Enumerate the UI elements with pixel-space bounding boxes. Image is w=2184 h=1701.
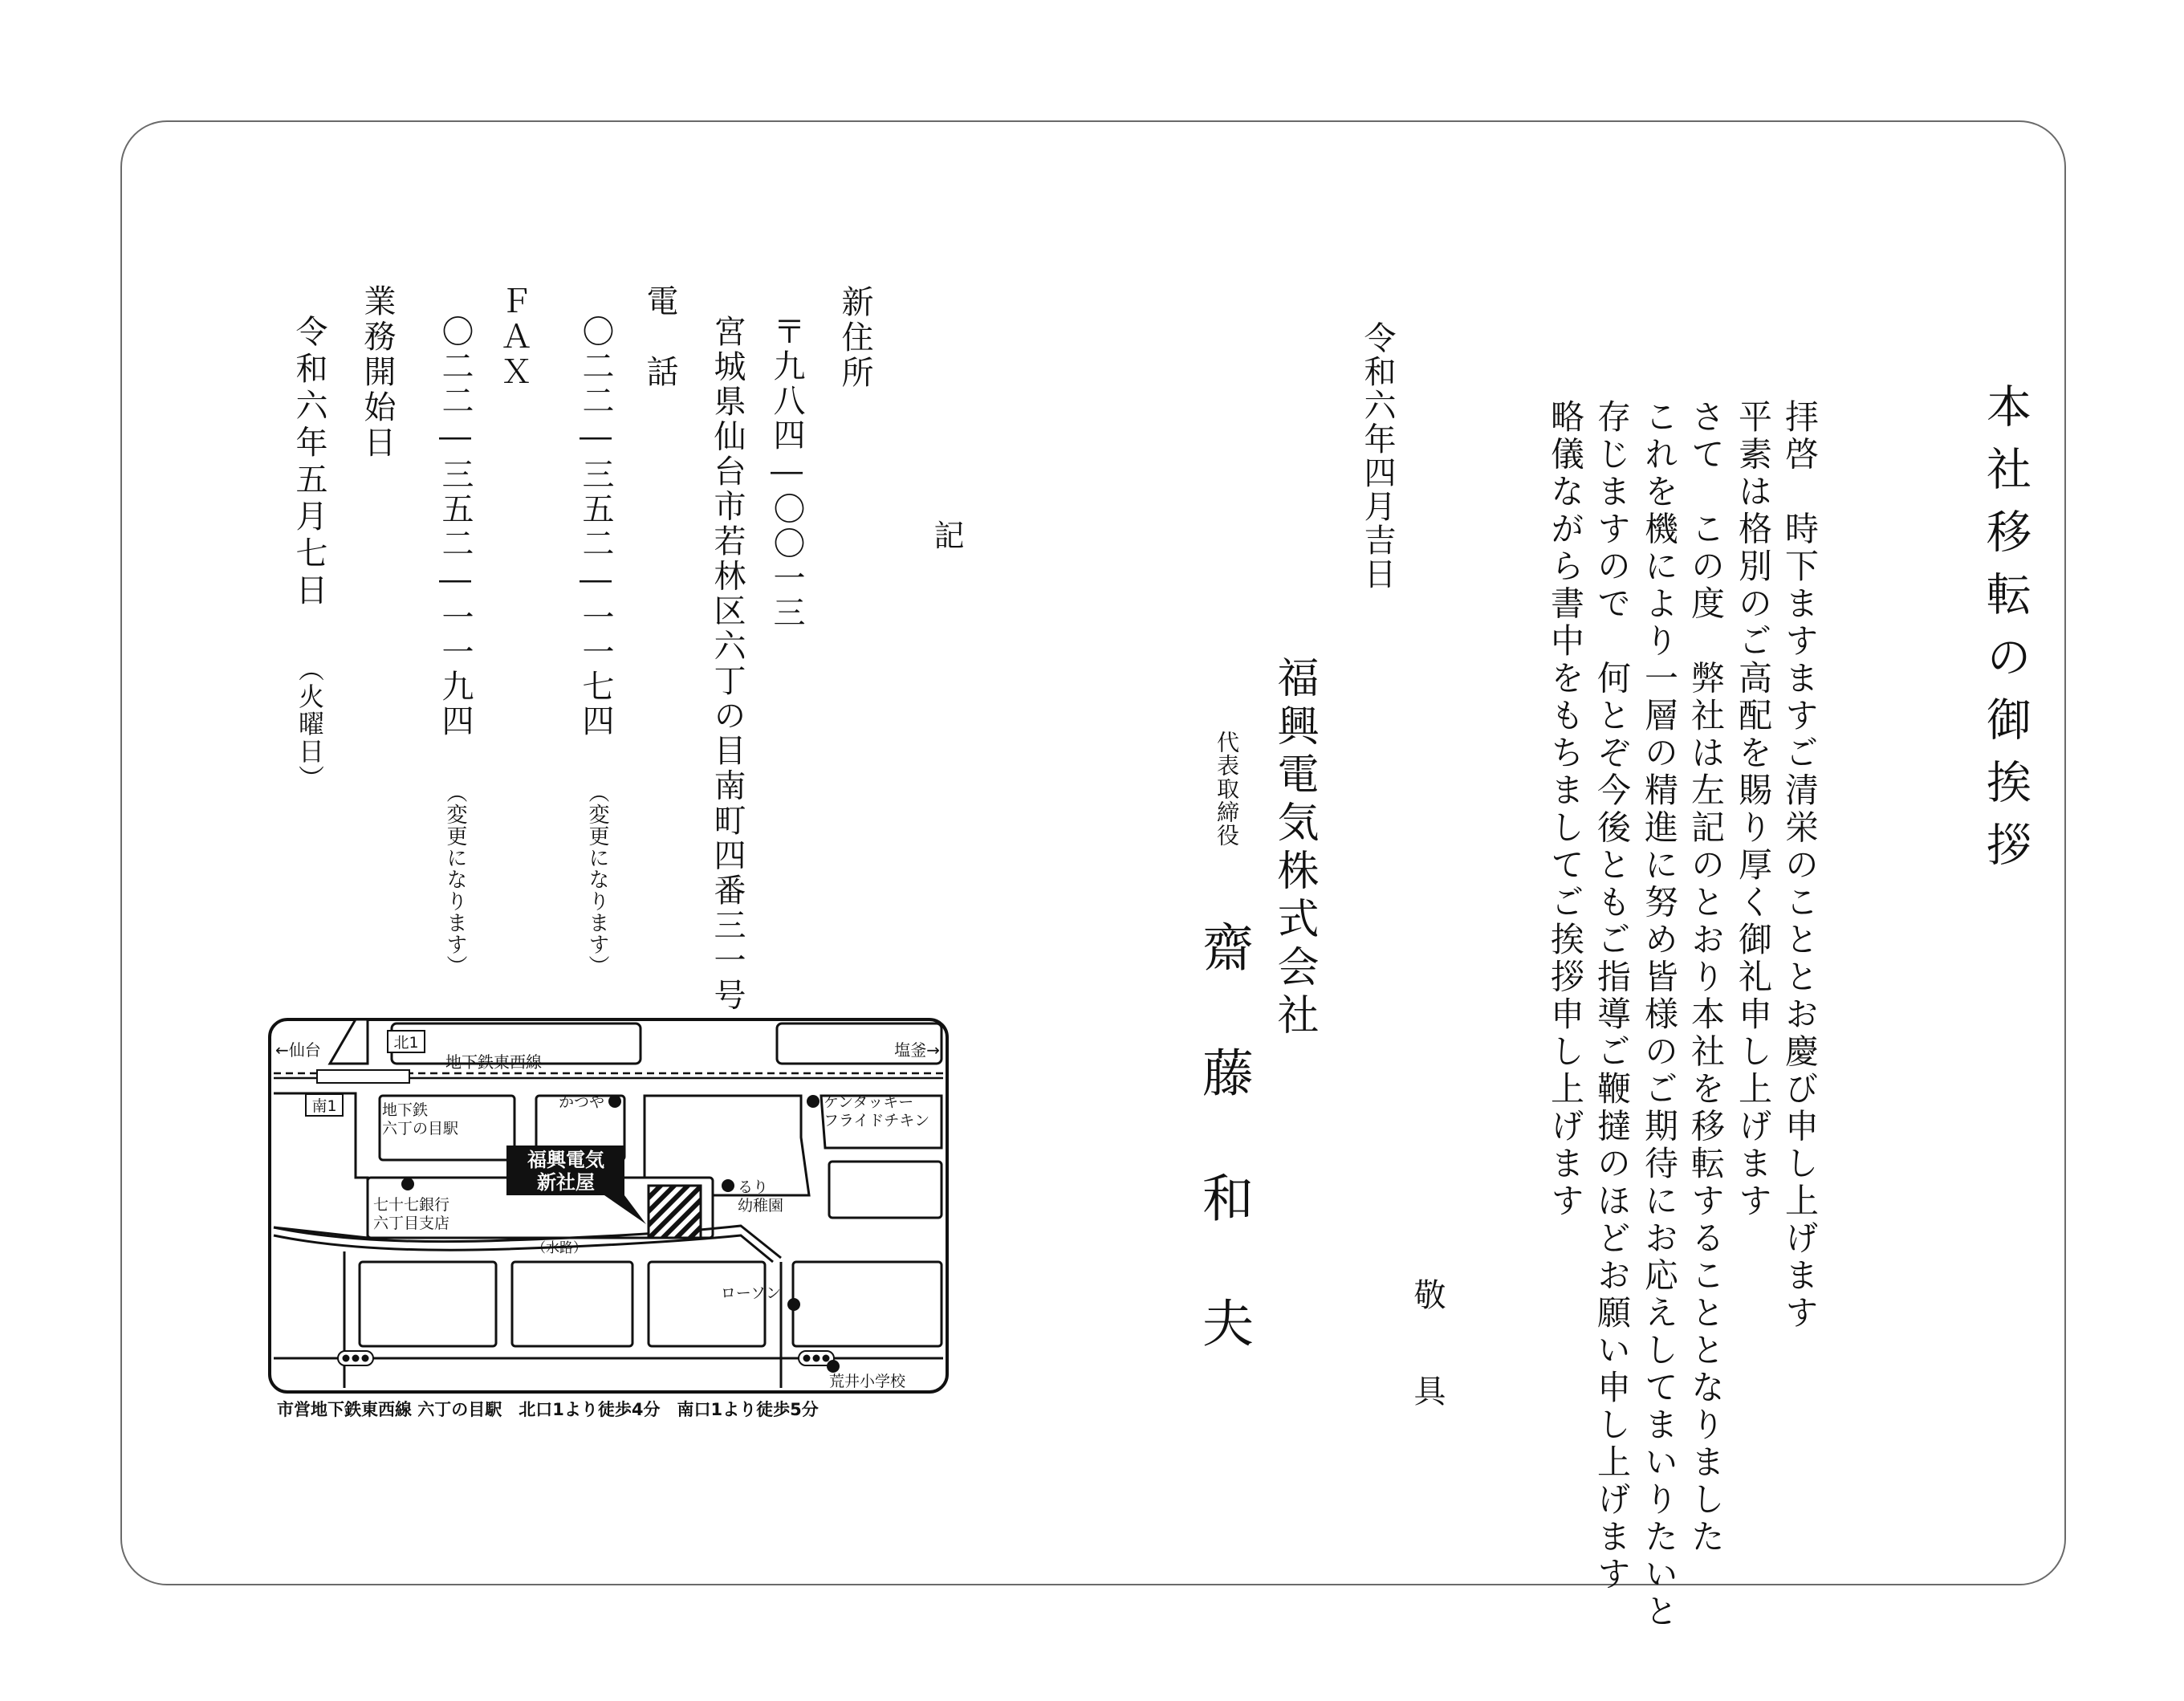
page-title: 本社移転の御挨拶 (1979, 383, 2031, 884)
kfc-dot (807, 1095, 820, 1108)
postal-code: 〒九八四―〇〇一三 (768, 315, 805, 630)
kfc-label-2: フライドチキン (824, 1112, 930, 1129)
representative-name: 齋 藤 和 夫 (1194, 921, 1253, 1359)
subway-line-label: 地下鉄東西線 (445, 1052, 542, 1072)
kfc-label-1: ケンタッキー (824, 1093, 914, 1111)
map-left-arrow: ←仙台 (275, 1040, 321, 1060)
body-line-3: さて この度 弊社は左記のとおり本社を移転することとなりました (1686, 399, 1726, 1557)
station-platform (317, 1070, 409, 1083)
company-name: 福興電気株式会社 (1270, 656, 1318, 1041)
kindergarten-label-2: 幼稚園 (738, 1197, 784, 1215)
north-exit-label: 北1 (393, 1034, 419, 1052)
new-office-marker (649, 1186, 701, 1238)
representative-title: 代表取締役 (1214, 730, 1240, 847)
block-east (829, 1162, 942, 1218)
block-lawson (649, 1262, 765, 1346)
tel-number: 〇二二―三五二―一一七四 (577, 315, 614, 739)
bank-label-1: 七十七銀行 (373, 1196, 450, 1214)
ki-mark: 記 (929, 519, 964, 550)
school-dot (827, 1360, 840, 1373)
body-line-5: 存じますので 何とぞ今後ともご指導ご鞭撻のほどお願い申し上げます (1592, 399, 1632, 1593)
tel-note: （変更になります） (585, 782, 609, 977)
kindergarten-dot (722, 1179, 734, 1192)
lawson-dot (787, 1298, 800, 1311)
fax-number: 〇二二―三五二―一一九四 (437, 315, 474, 739)
station-label-1: 地下鉄 (382, 1101, 429, 1119)
block-se (793, 1262, 942, 1346)
fax-note: （変更になります） (443, 782, 467, 977)
access-map-drawing (267, 1017, 950, 1394)
south-exit-label: 南1 (311, 1097, 337, 1115)
station-label-2: 六丁の目駅 (382, 1120, 459, 1137)
lawson-label: ローソン (720, 1284, 781, 1302)
block-sw (360, 1262, 496, 1346)
school-label: 荒井小学校 (829, 1373, 906, 1390)
body-line-1: 拝啓 時下ますますご清栄のこととお慶び申し上げます (1780, 399, 1820, 1333)
start-weekday: （火曜日） (295, 656, 325, 792)
bank-label-2: 六丁目支店 (373, 1215, 450, 1232)
start-date: 令和六年五月七日 (291, 315, 327, 610)
address-label: 新住所 (836, 285, 873, 391)
letter-date: 令和六年四月吉日 (1359, 321, 1396, 591)
katsuya-label: かつや (558, 1093, 604, 1111)
tel-label: 電 話 (641, 284, 678, 390)
body-line-2: 平素は格別のご高配を賜り厚く御礼申し上げます (1734, 399, 1773, 1220)
traffic-light-west (338, 1351, 373, 1365)
waterway-label: （水路） (532, 1240, 587, 1256)
katsuya-dot (608, 1095, 621, 1108)
bank-dot (401, 1178, 414, 1190)
block-s-mid (512, 1262, 632, 1346)
start-label: 業務開始日 (359, 284, 396, 461)
body-line-6: 略儀ながら書中をもちましてご挨拶申し上げます (1546, 399, 1585, 1220)
map-right-arrow: 塩釜→ (894, 1040, 940, 1060)
access-map (267, 1017, 950, 1394)
address: 宮城県仙台市若林区六丁の目南町四番三一号 (709, 315, 746, 1013)
new-office-label-1: 福興電気 (527, 1149, 604, 1171)
fax-label: ＦＡＸ (495, 284, 532, 390)
kindergarten-label-1: るり (738, 1178, 769, 1196)
closing: 敬 具 (1409, 1278, 1446, 1422)
new-office-label-2: 新社屋 (537, 1171, 595, 1194)
body-line-4: これを機により一層の精進に努め皆様のご期待にお応えしてまいりたいと (1640, 399, 1679, 1631)
access-directions: 市営地下鉄東西線 六丁の目駅 北口1より徒歩4分 南口1より徒歩5分 (277, 1400, 819, 1419)
